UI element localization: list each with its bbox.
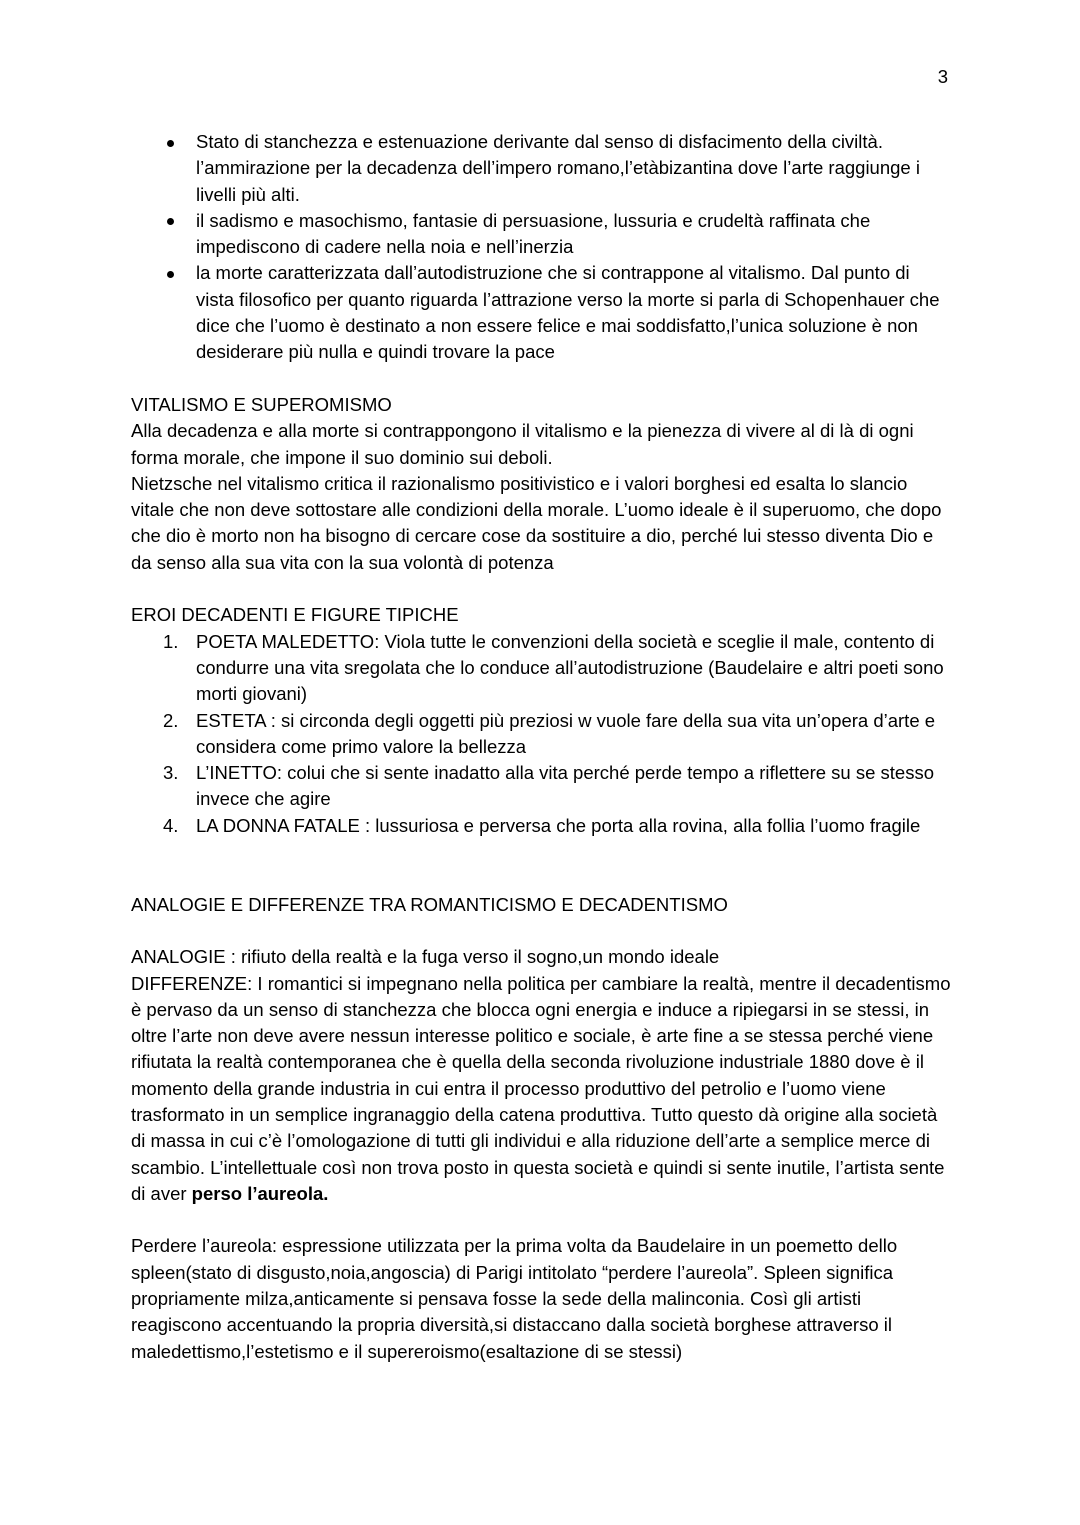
bullet-text: Stato di stanchezza e estenuazione derivante dal senso di disfacimento della civiltà. l’ammirazione per la decadenza dell’impero romano,l’etàbizantina dove l’arte raggiunge i livelli più alti. — [196, 131, 920, 205]
eroi-numbered-list — [131, 629, 951, 839]
decadence-bullet-list — [131, 129, 951, 366]
bullet-icon — [167, 218, 174, 225]
item-number: 2. — [163, 709, 179, 731]
bullet-item — [131, 260, 951, 365]
item-text: ESTETA : si circonda degli oggetti più preziosi w vuole fare della sua vita un’opera d’arte e considera come primo valore la bellezza — [196, 709, 936, 757]
item-number: 1. — [163, 630, 179, 652]
item-text: L’INETTO: colui che si sente inadatto alla vita perché perde tempo a riflettere su se stesso invece che agire — [196, 762, 934, 810]
bullet-icon — [167, 271, 174, 278]
vitalismo-paragraph: Alla decadenza e alla morte si contrappongono il vitalismo e la pienezza di vivere al di là di ogni forma morale, che impone il suo dominio sui deboli. — [131, 420, 914, 468]
numbered-item — [131, 813, 951, 839]
differenze-bold-text: perso l’aureola. — [191, 1182, 329, 1204]
item-number: 4. — [163, 814, 179, 836]
analogie-heading: ANALOGIE E DIFFERENZE TRA ROMANTICISMO E DECADENTISMO — [131, 893, 728, 915]
aureola-paragraph: Perdere l’aureola: espressione utilizzata per la prima volta da Baudelaire in un poemetto dello spleen(stato di disgusto,noia,angoscia) di Parigi intitolato “perdere l’aureola”. Spleen significa propriamente milza,anticamente si pensava fosse la sede della malinconia. Così gli artisti reagiscono accentuando la propria diversità,si distaccano dalla società borghese attraverso il maledettismo,l’estetismo e il supereroismo(esaltazione di se stessi) — [131, 1235, 898, 1362]
differenze-paragraph — [131, 971, 951, 1208]
differenze-text: DIFFERENZE: I romantici si impegnano nella politica per cambiare la realtà, mentre il decadentismo è pervaso da un senso di stanchezza che blocca ogni energia e induce a ripiegarsi in se stessi, in oltre l’arte non deve avere nessun interesse politico e sociale, è arte fine a se stessa perché viene rifiutata la realtà contemporanea che è quella della seconda rivoluzione industriale 1880 dove è il momento della grande industria in cui entra il processo produttivo del petrolio e l’uomo viene trasformato in un semplice ingranaggio della catena produttiva. Tutto questo dà origine alla società di massa in cui c’è l’omologazione di tutti gli individui e alla riduzione dell’arte a semplice merce di scambio. L’intellettuale così non trova posto in questa società e quindi si sente inutile, l’artista sente di aver — [131, 972, 951, 1204]
bullet-icon — [167, 140, 174, 147]
vitalismo-heading: VITALISMO E SUPEROMISMO — [131, 393, 392, 415]
bullet-text: il sadismo e masochismo, fantasie di persuasione, lussuria e crudeltà raffinata che impediscono di cadere nella noia e nell’inerzia — [196, 209, 871, 258]
page-number: 3 — [937, 66, 948, 87]
bullet-item — [131, 129, 951, 208]
bullet-text: la morte caratterizzata dall’autodistruzione che si contrappone al vitalismo. Dal punto di vista filosofico per quanto riguarda l’attrazione verso la morte si parla di Schopenhauer che dice che l’uomo è destinato a non essere felice e mai soddisfatto,l’unica soluzione è non desiderare più nulla e quindi trovare la pace — [196, 262, 940, 363]
item-text: LA DONNA FATALE : lussuriosa e perversa che porta alla rovina, alla follia l’uomo fragile — [196, 814, 921, 836]
numbered-item — [131, 708, 951, 761]
numbered-item — [131, 629, 951, 708]
analogie-paragraph: ANALOGIE : rifiuto della realtà e la fuga verso il sogno,un mondo ideale — [131, 946, 720, 968]
vitalismo-paragraph: Nietzsche nel vitalismo critica il razionalismo positivistico e i valori borghesi ed esalta lo slancio vitale che non deve sottostare alle condizioni della morale. L’uomo ideale è il superuomo, che dopo che dio è morto non ha bisogno di cercare cose da sostituire a dio, perché lui stesso diventa Dio e da senso alla sua vita con la sua volontà di potenza — [131, 472, 942, 573]
bullet-item — [131, 208, 951, 261]
document-body — [131, 129, 951, 1365]
item-text: POETA MALEDETTO: Viola tutte le convenzioni della società e sceglie il male, contento di condurre una vita sregolata che lo conduce all’autodistruzione (Baudelaire e altri poeti sono morti giovani) — [196, 630, 944, 705]
item-number: 3. — [163, 762, 179, 784]
numbered-item — [131, 760, 951, 813]
eroi-heading: EROI DECADENTI E FIGURE TIPICHE — [131, 604, 459, 626]
